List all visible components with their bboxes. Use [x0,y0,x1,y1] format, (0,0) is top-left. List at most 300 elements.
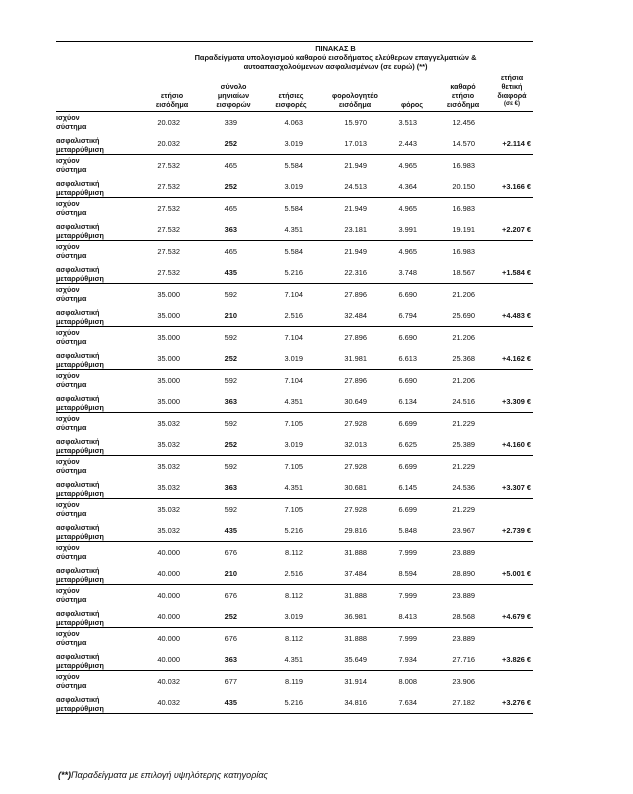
label-line: ισχύον [56,242,80,251]
label-line: μεταρρύθμιση [56,489,104,498]
cell-annual-contributions: 8.112 [285,547,303,557]
current-system-label [56,284,138,305]
label-line: μεταρρύθμιση [56,317,104,326]
cell-monthly-contributions: 210 [206,304,261,327]
cell-annual-contributions: 4.351 [261,390,321,413]
cell-net-income: 21.206 [452,332,475,342]
label-line: μεταρρύθμιση [56,403,104,412]
label-line: σύστημα [56,165,87,174]
label-line: ασφαλιστική [56,523,100,532]
label-line: ισχύον [56,500,80,509]
cell-annual-contributions: 4.063 [284,117,303,127]
header-line: εισόδημα [446,100,480,109]
table-row [56,327,533,348]
cell-annual-contributions: 3.019 [261,175,321,198]
cell-difference [491,671,533,692]
cell-annual-contributions: 2.516 [261,304,321,327]
cell-difference: +4.483 € [491,304,533,327]
cell-difference [491,241,533,262]
current-system-label [56,499,138,520]
cell-difference [491,628,533,649]
cell-monthly-contributions: 435 [206,691,261,714]
cell-annual-contributions: 8.112 [285,633,303,643]
cell-monthly-contributions: 592 [224,289,237,299]
cell-net-income: 21.229 [452,461,475,471]
cell-difference: +2.114 € [491,132,533,155]
table-row [56,390,533,413]
cell-annual-income: 40.000 [157,633,180,643]
table-row [56,132,533,155]
cell-net-income: 23.906 [452,676,475,686]
cell-annual-contributions: 4.351 [261,218,321,241]
header-line: μηνιαίων [217,91,250,100]
document-page [56,41,533,714]
cell-difference [491,413,533,434]
reform-label [56,562,138,585]
cell-annual-income: 35.032 [138,433,206,456]
cell-difference: +3.307 € [491,476,533,499]
current-system-label [56,327,138,348]
label-line: μεταρρύθμιση [56,532,104,541]
cell-tax: 6.699 [398,418,417,428]
header-line: σύνολο [220,82,247,91]
table-row [56,155,533,176]
header-annual-contributions [261,73,321,112]
cell-difference: +3.826 € [491,648,533,671]
cell-taxable-income: 27.896 [344,332,367,342]
table-subtitle-line1: Παραδείγματα υπολογισμού καθαρού εισοδήματος ελεύθερων επαγγελματιών & [194,53,477,62]
reform-label [56,261,138,284]
label-line: ασφαλιστική [56,609,100,618]
reform-label [56,175,138,198]
label-line: μεταρρύθμιση [56,360,104,369]
cell-net-income: 21.206 [452,375,475,385]
cell-annual-income: 35.032 [157,418,180,428]
cell-monthly-contributions: 676 [224,547,237,557]
cell-monthly-contributions: 435 [206,519,261,542]
cell-annual-income: 40.000 [138,562,206,585]
label-line: ασφαλιστική [56,136,100,145]
label-line: ασφαλιστική [56,437,100,446]
cell-annual-contributions: 5.584 [284,160,303,170]
cell-taxable-income: 29.816 [321,519,389,542]
label-line: σύστημα [56,638,87,647]
cell-annual-income: 40.032 [138,691,206,714]
cell-taxable-income: 31.888 [344,547,367,557]
table-subtitle-line2: αυτοαπασχολούμενων ασφαλισμένων (σε ευρώ) (**) [243,62,428,71]
label-line: μεταρρύθμιση [56,661,104,670]
cell-tax: 6.690 [398,375,417,385]
label-line: σύστημα [56,466,87,475]
table-row [56,413,533,434]
cell-tax: 2.443 [389,132,435,155]
cell-annual-income: 20.032 [138,132,206,155]
label-line: μεταρρύθμιση [56,704,104,713]
cell-taxable-income: 31.914 [344,676,367,686]
reform-label [56,691,138,714]
cell-monthly-contributions: 363 [206,476,261,499]
label-line: ασφαλιστική [56,394,100,403]
cell-annual-contributions: 4.351 [261,476,321,499]
header-tax [389,73,435,112]
cell-annual-income: 27.532 [138,218,206,241]
cell-monthly-contributions: 252 [206,132,261,155]
table-row [56,585,533,606]
cell-annual-contributions: 7.105 [284,504,303,514]
cell-taxable-income: 27.928 [344,461,367,471]
header-line: φορολογητέο [332,91,378,100]
cell-difference [491,284,533,305]
cell-taxable-income: 24.513 [321,175,389,198]
label-line: σύστημα [56,552,87,561]
cell-difference: +4.160 € [491,433,533,456]
cell-annual-contributions: 5.216 [261,691,321,714]
label-line: μεταρρύθμιση [56,145,104,154]
header-line: ετήσιο [160,91,184,100]
cell-annual-contributions: 4.351 [261,648,321,671]
cell-taxable-income: 23.181 [321,218,389,241]
cell-annual-contributions: 3.019 [261,433,321,456]
cell-monthly-contributions: 676 [224,590,237,600]
cell-net-income: 23.889 [452,590,475,600]
header-line: διαφορά [497,91,527,100]
cell-net-income: 27.716 [435,648,491,671]
label-line: μεταρρύθμιση [56,575,104,584]
cell-taxable-income: 15.970 [344,117,367,127]
cell-annual-income: 27.532 [138,175,206,198]
cell-net-income: 27.182 [435,691,491,714]
label-line: ασφαλιστική [56,179,100,188]
cell-tax: 6.145 [389,476,435,499]
cell-tax: 3.748 [389,261,435,284]
cell-annual-income: 40.032 [157,676,180,686]
cell-taxable-income: 36.981 [321,605,389,628]
cell-taxable-income: 31.981 [321,347,389,370]
cell-annual-income: 40.000 [138,605,206,628]
cell-annual-contributions: 3.019 [261,347,321,370]
label-line: σύστημα [56,294,87,303]
cell-net-income: 16.983 [452,160,475,170]
cell-annual-contributions: 7.105 [284,461,303,471]
cell-difference: +1.584 € [491,261,533,284]
table-row [56,175,533,198]
label-line: μεταρρύθμιση [56,231,104,240]
table-row [56,648,533,671]
label-line: ισχύον [56,672,80,681]
cell-net-income: 25.368 [435,347,491,370]
label-line: ασφαλιστική [56,308,100,317]
label-line: ισχύον [56,199,80,208]
cell-annual-income: 40.000 [157,590,180,600]
cell-net-income: 28.568 [435,605,491,628]
header-line: εισφορών [216,100,251,109]
cell-taxable-income: 21.949 [344,246,367,256]
table-row [56,433,533,456]
label-line: σύστημα [56,122,87,131]
cell-net-income: 20.150 [435,175,491,198]
label-line: σύστημα [56,595,87,604]
cell-net-income: 23.889 [452,547,475,557]
footnote-marker: (**) [58,770,71,780]
reform-label [56,132,138,155]
table-row [56,370,533,391]
cell-tax: 6.699 [398,461,417,471]
cell-net-income: 16.983 [452,203,475,213]
label-line: ασφαλιστική [56,222,100,231]
table-row [56,691,533,714]
cell-tax: 7.934 [389,648,435,671]
cell-difference: +2.207 € [491,218,533,241]
label-line: μεταρρύθμιση [56,618,104,627]
cell-difference: +4.679 € [491,605,533,628]
table-row [56,456,533,477]
cell-monthly-contributions: 252 [206,605,261,628]
cell-monthly-contributions: 592 [224,375,237,385]
cell-taxable-income: 27.928 [344,504,367,514]
cell-tax: 8.413 [389,605,435,628]
cell-monthly-contributions: 592 [224,418,237,428]
table-row [56,304,533,327]
label-line: ασφαλιστική [56,480,100,489]
header-net-income [435,73,491,112]
cell-tax: 3.513 [398,117,417,127]
header-line: ετήσια [500,73,524,82]
cell-tax: 4.965 [398,203,417,213]
header-unit: (σε €) [504,101,520,107]
cell-annual-income: 40.000 [157,547,180,557]
cell-tax: 4.965 [398,160,417,170]
cell-annual-income: 27.532 [157,160,180,170]
cell-annual-contributions: 2.516 [261,562,321,585]
reform-label [56,648,138,671]
cell-tax: 4.965 [398,246,417,256]
table-row [56,112,533,133]
reform-label [56,304,138,327]
cell-taxable-income: 35.649 [321,648,389,671]
cell-annual-income: 35.000 [157,375,180,385]
header-line: φόρος [400,100,424,109]
cell-annual-income: 35.032 [138,476,206,499]
cell-taxable-income: 32.013 [321,433,389,456]
header-line: εισφορές [275,100,307,109]
label-line: σύστημα [56,509,87,518]
label-line: ισχύον [56,285,80,294]
cell-net-income: 24.516 [435,390,491,413]
cell-difference [491,585,533,606]
cell-net-income: 24.536 [435,476,491,499]
table-row [56,347,533,370]
cell-taxable-income: 17.013 [321,132,389,155]
cell-annual-contributions: 7.104 [284,332,303,342]
cell-monthly-contributions: 465 [224,246,237,256]
cell-monthly-contributions: 363 [206,218,261,241]
header-line: εισόδημα [155,100,189,109]
cell-annual-contributions: 7.104 [284,289,303,299]
current-system-label [56,542,138,563]
cell-annual-income: 27.532 [138,261,206,284]
cell-monthly-contributions: 339 [224,117,237,127]
cell-tax: 6.690 [398,332,417,342]
cell-monthly-contributions: 676 [224,633,237,643]
cell-tax: 8.008 [398,676,417,686]
cell-monthly-contributions: 465 [224,160,237,170]
label-line: ισχύον [56,371,80,380]
cell-monthly-contributions: 210 [206,562,261,585]
label-line: σύστημα [56,423,87,432]
cell-net-income: 23.889 [452,633,475,643]
cell-tax: 7.999 [398,547,417,557]
label-line: σύστημα [56,380,87,389]
cell-tax: 6.625 [389,433,435,456]
cell-taxable-income: 30.649 [321,390,389,413]
cell-tax: 4.364 [389,175,435,198]
cell-difference: +3.166 € [491,175,533,198]
cell-annual-income: 35.032 [138,519,206,542]
cell-monthly-contributions: 592 [224,461,237,471]
cell-annual-contributions: 7.104 [284,375,303,385]
label-line: ισχύον [56,328,80,337]
cell-difference [491,542,533,563]
cell-tax: 6.613 [389,347,435,370]
current-system-label [56,155,138,176]
cell-monthly-contributions: 252 [206,347,261,370]
table-row [56,519,533,542]
contributions-table [56,41,533,714]
current-system-label [56,198,138,219]
label-line: ασφαλιστική [56,652,100,661]
cell-difference [491,456,533,477]
cell-annual-contributions: 5.584 [284,246,303,256]
footnote-text: Παραδείγματα με επιλογή υψηλότερης κατηγορίας [71,770,268,780]
label-line: ισχύον [56,543,80,552]
reform-label [56,605,138,628]
table-row [56,261,533,284]
reform-label [56,476,138,499]
cell-annual-contributions: 5.216 [261,261,321,284]
table-row [56,198,533,219]
table-row [56,241,533,262]
table-row [56,542,533,563]
cell-annual-contributions: 3.019 [261,132,321,155]
table-row [56,671,533,692]
cell-difference: +2.739 € [491,519,533,542]
header-line: εισόδημα [338,100,372,109]
cell-monthly-contributions: 252 [206,433,261,456]
cell-net-income: 23.967 [435,519,491,542]
cell-net-income: 21.229 [452,504,475,514]
cell-annual-income: 27.532 [157,203,180,213]
header-line: καθαρό [450,82,476,91]
cell-annual-contributions: 5.584 [284,203,303,213]
current-system-label [56,370,138,391]
label-line: σύστημα [56,208,87,217]
label-line: σύστημα [56,251,87,260]
cell-annual-income: 35.032 [157,461,180,471]
header-line: θετική [501,82,523,91]
cell-monthly-contributions: 435 [206,261,261,284]
cell-tax: 8.594 [389,562,435,585]
cell-tax: 6.699 [398,504,417,514]
cell-annual-income: 27.532 [157,246,180,256]
cell-difference [491,499,533,520]
current-system-label [56,241,138,262]
cell-annual-contributions: 8.112 [285,590,303,600]
label-line: σύστημα [56,337,87,346]
cell-monthly-contributions: 363 [206,390,261,413]
cell-monthly-contributions: 592 [224,332,237,342]
cell-taxable-income: 32.484 [321,304,389,327]
cell-monthly-contributions: 252 [206,175,261,198]
cell-monthly-contributions: 465 [224,203,237,213]
table-row [56,476,533,499]
cell-difference [491,198,533,219]
cell-annual-income: 35.032 [157,504,180,514]
label-line: μεταρρύθμιση [56,446,104,455]
cell-net-income: 12.456 [452,117,475,127]
cell-taxable-income: 31.888 [344,633,367,643]
cell-taxable-income: 27.896 [344,375,367,385]
cell-net-income: 21.229 [452,418,475,428]
cell-taxable-income: 21.949 [344,160,367,170]
footnote [58,770,268,780]
cell-annual-income: 35.000 [138,347,206,370]
cell-tax: 6.134 [389,390,435,413]
cell-tax: 6.794 [389,304,435,327]
cell-net-income: 28.890 [435,562,491,585]
cell-monthly-contributions: 592 [224,504,237,514]
cell-annual-contributions: 8.119 [285,676,303,686]
table-row [56,499,533,520]
table-row [56,284,533,305]
cell-taxable-income: 27.896 [344,289,367,299]
current-system-label [56,112,138,133]
cell-difference [491,370,533,391]
label-line: σύστημα [56,681,87,690]
cell-tax: 7.999 [398,633,417,643]
cell-difference [491,327,533,348]
cell-net-income: 14.570 [435,132,491,155]
cell-difference: +3.276 € [491,691,533,714]
cell-taxable-income: 30.681 [321,476,389,499]
cell-tax: 5.848 [389,519,435,542]
label-line: ισχύον [56,414,80,423]
cell-net-income: 25.690 [435,304,491,327]
label-line: μεταρρύθμιση [56,274,104,283]
cell-taxable-income: 21.949 [344,203,367,213]
label-line: μεταρρύθμιση [56,188,104,197]
reform-label [56,390,138,413]
cell-annual-income: 35.000 [157,332,180,342]
cell-annual-income: 40.000 [138,648,206,671]
label-line: ισχύον [56,629,80,638]
cell-taxable-income: 34.816 [321,691,389,714]
cell-annual-contributions: 5.216 [261,519,321,542]
label-line: ασφαλιστική [56,695,100,704]
cell-annual-contributions: 7.105 [284,418,303,428]
table-title: ΠΙΝΑΚΑΣ Β [138,42,533,54]
header-positive-difference [491,73,533,112]
table-row [56,628,533,649]
reform-label [56,433,138,456]
cell-difference: +3.309 € [491,390,533,413]
cell-annual-income: 20.032 [157,117,180,127]
cell-annual-income: 35.000 [157,289,180,299]
cell-tax: 7.634 [389,691,435,714]
table-row [56,562,533,585]
cell-monthly-contributions: 363 [206,648,261,671]
reform-label [56,519,138,542]
reform-label [56,347,138,370]
